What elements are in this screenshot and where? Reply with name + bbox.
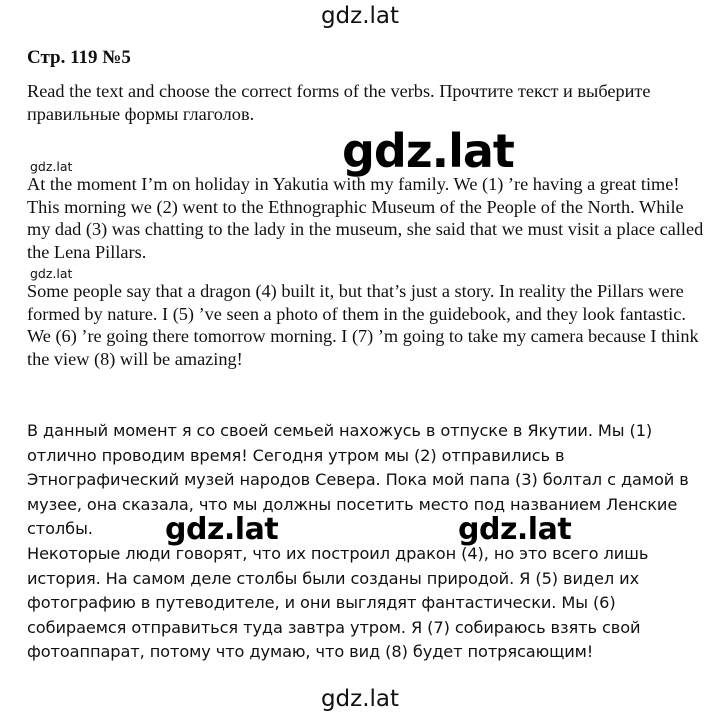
watermark-bottom: gdz.lat [320,686,400,712]
english-paragraph-2: Some people say that a dragon (4) built it, but that’s just a story. In reality the Pillars were formed by nature. I (5) ’ve seen a photo of them in the guidebook, and they look fantastic. We (6) ’re going there tomorrow morning. I (7) ’m going to take my camera because I think the view (8) will be amazing! [27,281,699,369]
page-title: Стр. 119 №5 [27,47,131,68]
watermark-small: gdz.lat [30,159,73,174]
watermark-large: gdz.lat [342,124,514,178]
russian-paragraph-2: Некоторые люди говорят, что их построил дракон (4), но это всего лишь история. На самом деле столбы были созданы природой. Я (5) видел их фотографию в путеводителе, и они выглядят фантастически. Мы (6) собираемся отправиться туда завтра утром. Я (7) собираюсь взять свой фотоаппарат, потому что думаю, что вид (8) будет потрясающим! [27,544,649,661]
task-instruction: Read the text and choose the correct forms of the verbs. Прочтите текст и выберите правильные формы глаголов. [27,81,651,124]
watermark-small: gdz.lat [30,266,73,281]
watermark-medium: gdz.lat [165,512,279,547]
watermark-medium: gdz.lat [458,512,572,547]
english-paragraph-1: At the moment I’m on holiday in Yakutia with my family. We (1) ’re having a great time! This morning we (2) went to the Ethnographic Museum of the People of the North. While my dad (3) was chatting to the lady in the museum, she said that we must visit a place called the Lena Pillars. [27,174,704,262]
watermark-top: gdz.lat [320,3,400,29]
russian-paragraph-1: В данный момент я со своей семьей нахожусь в отпуске в Якутии. Мы (1) отлично проводим время! Сегодня утром мы (2) отправились в Этнографический музей народов Севера. Пока мой папа (3) болтал с дамой в музее, она сказала, что мы должны посетить место под названием Ленские столбы. [27,421,689,538]
